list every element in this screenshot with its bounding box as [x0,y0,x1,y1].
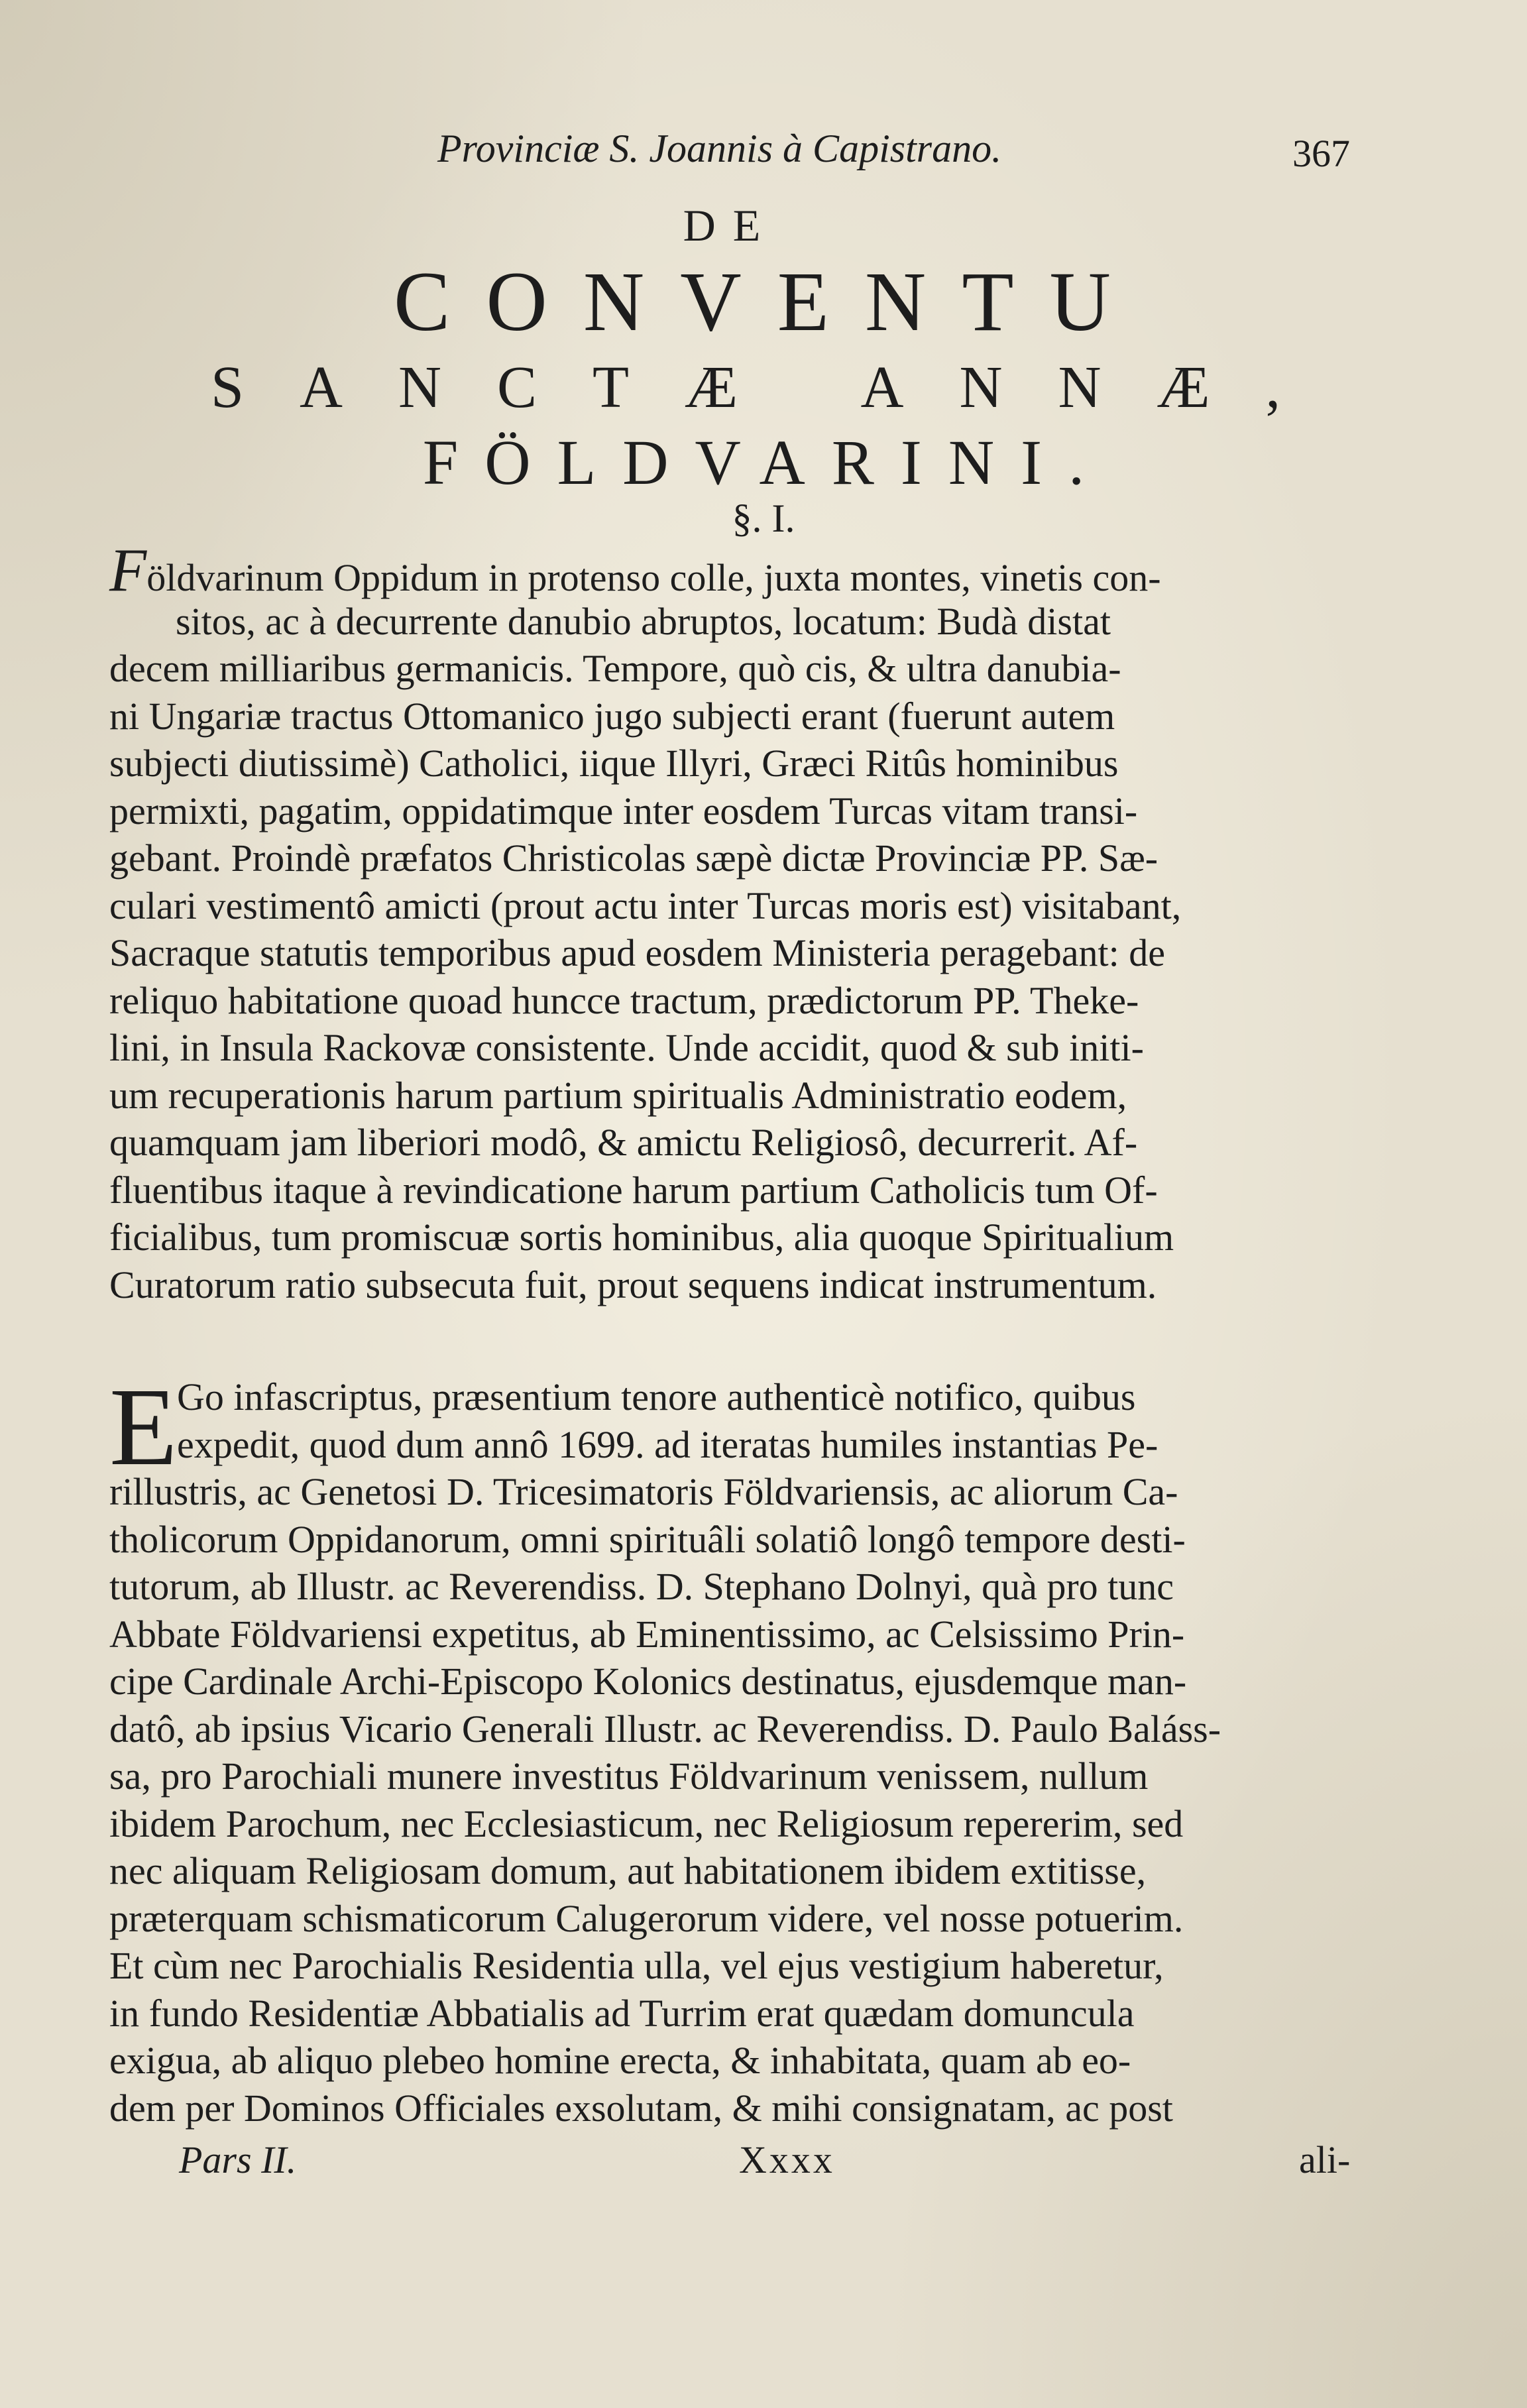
text-line: nec aliquam Religiosam domum, aut habitationem ibidem extitisse, [109,1849,1147,1892]
volume-label: Pars II. [179,2138,297,2181]
chapter-title [0,199,1527,500]
text-line: Curatorum ratio subsecuta fuit, prout sequens indicat instrumentum. [109,1263,1157,1306]
section-number: §. I. [732,496,795,540]
paragraph-instrument [109,1365,1418,2132]
running-head-title: Provinciæ S. Joannis à Capistrano. [437,127,1002,170]
text-line: culari vestimentô amicti (prout actu inter Turcas moris est) visitabant, [109,884,1182,927]
signature-mark: Xxxx [739,2138,835,2181]
text-line: um recuperationis harum partium spiritualis Administratio eodem, [109,1073,1127,1117]
text-line: Et cùm nec Parochialis Residentia ulla, vel ejus vestigium haberetur, [109,1944,1164,1987]
text-line: subjecti diutissimè) Catholici, iique Illyri, Græci Ritûs hominibus [109,742,1119,785]
running-head [0,126,1527,186]
text-line: dem per Dominos Officiales exsolutam, & mihi consignatam, ac post [109,2086,1173,2130]
text-line: ficialibus, tum promiscuæ sortis hominibus, alia quoque Spiritualium [109,1216,1174,1259]
title-line-de: DE [683,200,778,251]
text-line: decem milliaribus germanicis. Tempore, quò cis, & ultra danubia- [109,647,1121,690]
text-line: tholicorum Oppidanorum, omni spirituâli solatiô longô tempore desti- [109,1517,1186,1561]
page-number: 367 [1292,132,1350,175]
text-line: datô, ab ipsius Vicario Generali Illustr. ac Reverendiss. D. Paulo Baláss- [109,1707,1221,1750]
text-line: sitos, ac à decurrente danubio abruptos, locatum: Budà distat [176,599,1111,643]
paragraph-intro [109,536,1418,1308]
text-line: præterquam schismaticorum Calugerorum videre, vel nosse potuerim. [109,1896,1184,1940]
text-line: sa, pro Parochiali munere investitus Földvarinum venissem, nullum [109,1754,1149,1798]
text-line: gebant. Proindè præfatos Christicolas sæpè dictæ Provinciæ PP. Sæ- [109,836,1159,880]
text-line: cipe Cardinale Archi-Episcopo Kolonics destinatus, ejusdemque man- [109,1660,1187,1703]
text-line: exigua, ab aliquo plebeo homine erecta, & inhabitata, quam ab eo- [109,2039,1131,2082]
text-line: expedit, quod dum annô 1699. ad iteratas humiles instantias Pe- [177,1422,1159,1466]
text-line: ni Ungariæ tractus Ottomanico jugo subjecti erant (fuerunt autem [109,694,1115,738]
text-line: Abbate Földvariensi expetitus, ab Eminentissimo, ac Celsissimo Prin- [109,1612,1185,1656]
title-line-foldvarini: FÖLDVARINI. [422,427,1111,498]
text-line: Go infascriptus, præsentium tenore authenticè notifico, quibus [177,1375,1136,1418]
initial-letter-e: E [109,1365,178,1489]
text-line: permixti, pagatim, oppidatimque inter eosdem Turcas vitam transi- [109,789,1138,832]
title-line-sanctae-annae: SANCTÆ ANNÆ, [210,355,1337,420]
text-line: lini, in Insula Rackovæ consistente. Unde accidit, quod & sub initi- [109,1026,1144,1069]
catchword: ali- [1299,2138,1351,2181]
text-line: Sacraque statutis temporibus apud eosdem Ministeria peragebant: de [109,931,1165,974]
text-line: ibidem Parochum, nec Ecclesiasticum, nec Religiosum repererim, sed [109,1802,1184,1845]
text-line: reliquo habitatione quoad huncce tractum, prædictorum PP. Theke- [109,978,1139,1022]
initial-letter: F [109,536,147,604]
text-line: quamquam jam liberiori modô, & amictu Religiosô, decurrerit. Af- [109,1121,1138,1164]
text-line: fluentibus itaque à revindicatione harum partium Catholicis tum Of- [109,1168,1158,1212]
text-line: in fundo Residentiæ Abbatialis ad Turrim erat quædam domuncula [109,1991,1135,2035]
text-line: rillustris, ac Genetosi D. Tricesimatoris Földvariensis, ac aliorum Ca- [109,1470,1178,1513]
text-line: tutorum, ab Illustr. ac Reverendiss. D. Stephano Dolnyi, quà pro tunc [109,1565,1174,1608]
title-line-conventu: CONVENTU [394,255,1147,349]
page-footer [0,2138,1527,2191]
text-line: Földvarinum Oppidum in protenso colle, juxta montes, vinetis con- [109,536,1161,604]
